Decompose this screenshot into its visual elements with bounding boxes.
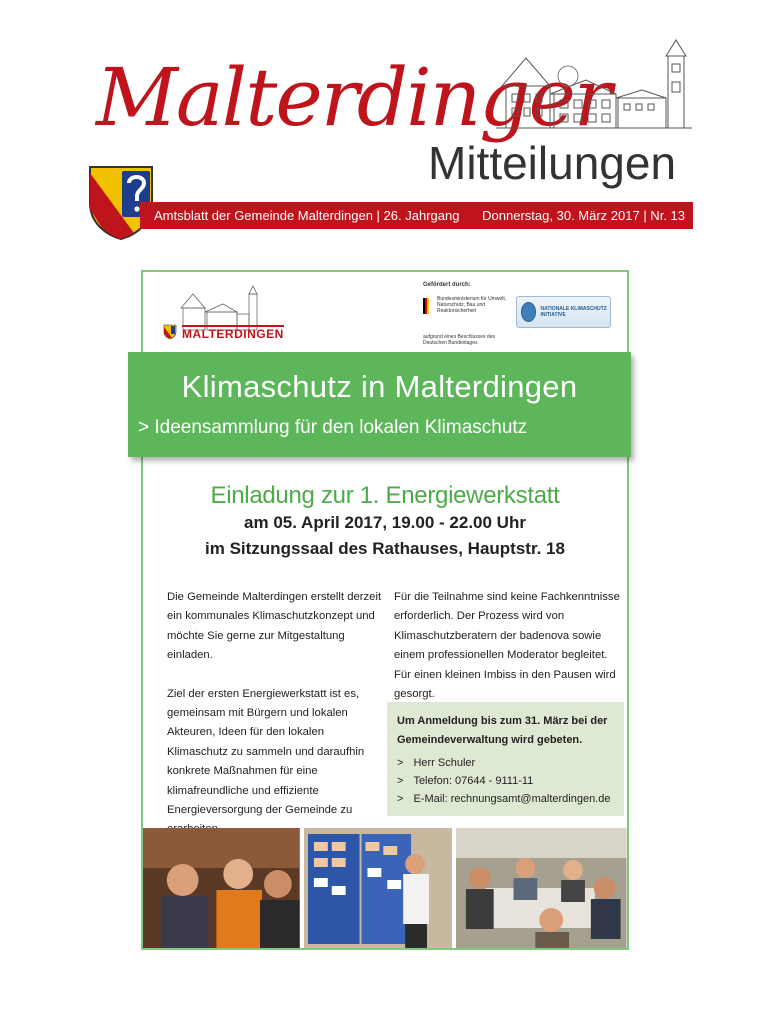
issue-info: Amtsblatt der Gemeinde Malterdingen | 26. Jahrgang bbox=[154, 208, 460, 223]
right-column bbox=[394, 588, 622, 704]
federal-eagle-icon bbox=[423, 298, 433, 314]
contact-name: > Herr Schuler bbox=[397, 754, 616, 772]
issue-date: Donnerstag, 30. März 2017 | Nr. 13 bbox=[482, 208, 685, 223]
workshop-photo-audience bbox=[143, 828, 300, 948]
banner-subtitle: > Ideensammlung für den lokalen Klimaschutz bbox=[138, 417, 528, 439]
funded-label: Gefördert durch: bbox=[423, 282, 471, 288]
workshop-photo-pinboard bbox=[304, 828, 453, 948]
event-poster bbox=[138, 270, 629, 950]
contact-list bbox=[397, 754, 616, 808]
registration-heading: Um Anmeldung bis zum 31. März bei der Gemeindeverwaltung wird gebeten. bbox=[397, 715, 608, 746]
globe-icon bbox=[521, 302, 536, 322]
left-column bbox=[167, 588, 382, 840]
bundestag-text: aufgrund eines Beschlusses des Deutschen Bundestages bbox=[423, 334, 495, 346]
invite-title: Einladung zur 1. Energiewerkstatt bbox=[210, 482, 560, 509]
masthead-title: Malterdinger bbox=[96, 51, 611, 144]
contact-phone: > Telefon: 07644 - 9111-11 bbox=[397, 772, 616, 790]
intro-paragraph: Die Gemeinde Malterdingen erstellt derzeit ein kommunales Klimaschutzkonzept und möchte Sie gerne zur Mitgestaltung einladen. bbox=[167, 591, 382, 662]
town-logo bbox=[163, 324, 284, 340]
masthead-info-bar bbox=[140, 202, 693, 229]
klimaschutz-initiative-badge bbox=[516, 296, 611, 328]
invite-date: am 05. April 2017, 19.00 - 22.00 Uhr bbox=[244, 513, 526, 532]
banner-title: Klimaschutz in Malterdingen bbox=[181, 369, 578, 404]
funding-logos bbox=[423, 280, 623, 350]
photo-strip bbox=[143, 828, 627, 948]
klima-badge-text: NATIONALE KLIMASCHUTZ INITIATIVE bbox=[540, 306, 607, 318]
registration-box bbox=[387, 702, 624, 816]
town-logo-text: MALTERDINGEN bbox=[182, 326, 284, 341]
mini-coat-of-arms-icon bbox=[163, 324, 177, 340]
ministry-text: Bundesministerium für Umwelt, Naturschutz, Bau und Reaktorsicherheit bbox=[437, 296, 507, 314]
town-sketch-illustration bbox=[496, 36, 692, 138]
invite-place: im Sitzungssaal des Rathauses, Hauptstr. 18 bbox=[205, 539, 565, 558]
goal-paragraph: Ziel der ersten Energiewerkstatt ist es, gemeinsam mit Bürgern und lokalen Akteuren, Ideen für den lokalen Klimaschutz zu sammeln und daraufhin konkrete Maßnahmen für eine klimafreundliche und effiziente Energieversorgung der Gemeinde zu bbox=[167, 687, 365, 817]
participation-paragraph: Für die Teilnahme sind keine Fachkenntnisse erforderlich. Der Prozess wird von Klimaschutzberatern der badenova sowie einem professionellen Moderator begleitet. Für einen kleinen Imbiss in den Pausen wird gesorgt. bbox=[394, 591, 620, 701]
title-banner bbox=[128, 352, 631, 457]
masthead-subtitle: Mitteilungen bbox=[428, 137, 677, 189]
contact-email: > E-Mail: rechnungsamt@malterdingen.de bbox=[397, 790, 616, 808]
workshop-photo-group bbox=[456, 828, 627, 948]
